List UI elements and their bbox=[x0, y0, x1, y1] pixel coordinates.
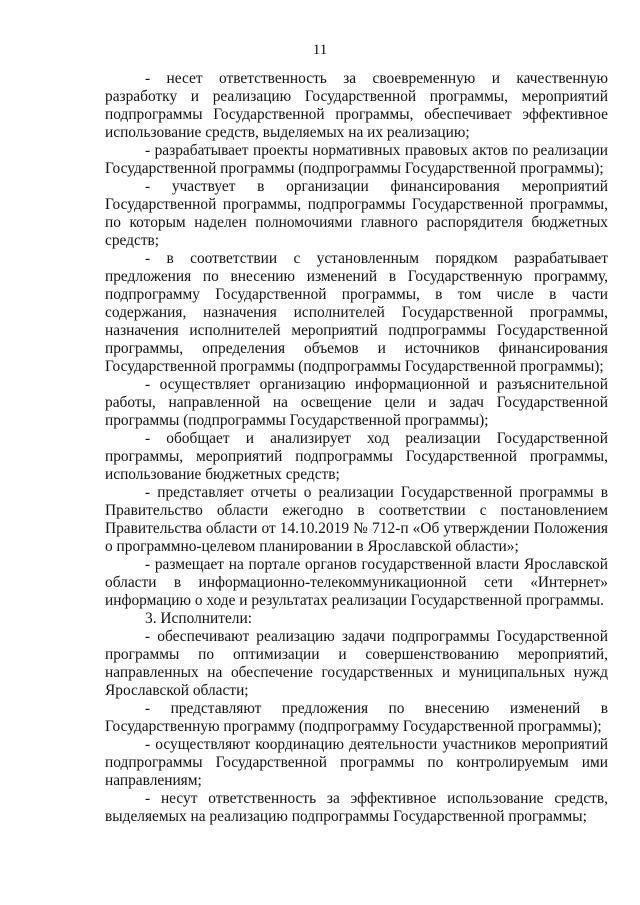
section-heading: 3. Исполнители: bbox=[145, 610, 252, 627]
paragraph: - несет ответственность за своевременную и качественную разработку и реализацию Государственной программы, мероприятий подпрограммы Государственной программы, обеспечивает эффективное использование средств, выделяемых на их реализацию; bbox=[105, 70, 608, 141]
paragraph: - размещает на портале органов государственной власти Ярославской области в информационно-телекоммуникационной сети «Интернет» информацию о ходе и результатах реализации Государственной программы. bbox=[105, 556, 608, 609]
paragraph: - обеспечивают реализацию задачи подпрограммы Государственной программы по оптимизации и совершенствованию мероприятий, направленных на обеспечение государственных и муниципальных нужд Ярославской области; bbox=[105, 628, 608, 699]
paragraph: - в соответствии с установленным порядком разрабатывает предложения по внесению изменений в Государственную программу, подпрограмму Государственной программы, в том числе в части содержания, назначения исполнителей Государственной программы, назначения исполнителей мероприятий подпрограммы Государственной программы, определения объемов и источников финансирования Государственной программы (подпрограммы Государственной программы); bbox=[105, 250, 608, 375]
paragraph: - участвует в организации финансирования мероприятий Государственной программы, подпрограммы Государственной программы, по которым наделен полномочиями главного распорядителя бюджетных средств; bbox=[105, 178, 608, 249]
paragraph: - несут ответственность за эффективное использование средств, выделяемых на реализацию подпрограммы Государственной программы; bbox=[105, 790, 608, 825]
page-number: 11 bbox=[312, 42, 328, 58]
paragraph: - разрабатывает проекты нормативных правовых актов по реализации Государственной программы (подпрограммы Государственной программы); bbox=[105, 142, 608, 177]
paragraph: - представляет отчеты о реализации Государственной программы в Правительство области ежегодно в соответствии с постановлением Правительства области от 14.10.2019 № 712-п «Об утверждении Положения о программно-целевом планировании в Ярославской области»; bbox=[105, 484, 608, 555]
paragraph: - осуществляют координацию деятельности участников мероприятий подпрограммы Государственной программы по контролируемым ими направлениям; bbox=[105, 736, 608, 789]
document-body bbox=[105, 70, 608, 826]
paragraph: - осуществляет организацию информационной и разъяснительной работы, направленной на освещение цели и задач Государственной программы (подпрограммы Государственной программы); bbox=[105, 376, 608, 429]
paragraph: - обобщает и анализирует ход реализации Государственной программы, мероприятий подпрограммы Государственной программы, использование бюджетных средств; bbox=[105, 430, 608, 483]
paragraph: - представляют предложения по внесению изменений в Государственную программу (подпрограмму Государственной программы); bbox=[105, 700, 608, 735]
